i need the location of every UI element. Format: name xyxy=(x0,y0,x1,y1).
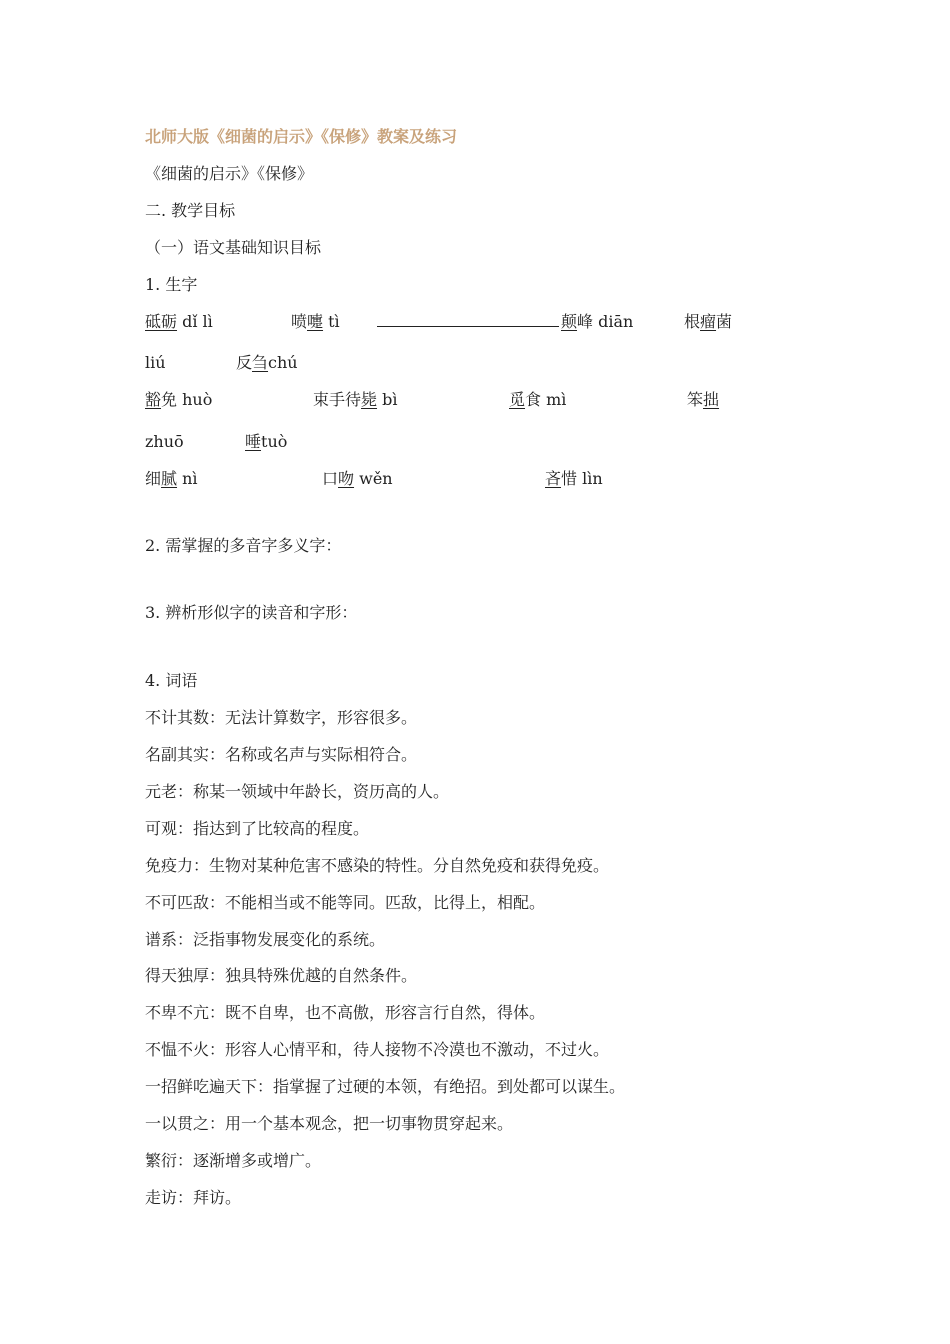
char-entry: 细腻 nì xyxy=(145,469,198,488)
char-entry: 根瘤菌 xyxy=(684,312,733,331)
vocab-entry: 不计其数：无法计算数字，形容很多。 xyxy=(145,708,418,727)
vocab-entry: 谱系：泛指事物发展变化的系统。 xyxy=(145,930,386,949)
vocab-entry: 可观：指达到了比较高的程度。 xyxy=(145,819,370,838)
vocab-entry: 免疫力：生物对某种危害不感染的特性。分自然免疫和获得免疫。 xyxy=(145,856,610,875)
char-entry: 豁免 huò xyxy=(145,390,213,409)
subsection-heading: （一）语文基础知识目标 xyxy=(145,238,322,257)
item-heading-similar-chars: 3. 辨析形似字的读音和字形： xyxy=(145,603,358,622)
vocab-entry: 元老：称某一领域中年龄长，资历高的人。 xyxy=(145,782,450,801)
char-entry: 觅食 mì xyxy=(509,390,567,409)
pinyin-entry: zhuō xyxy=(145,432,184,451)
vocab-entry: 名副其实：名称或名声与实际相符合。 xyxy=(145,745,418,764)
vocab-entry: 不愠不火：形容人心情平和，待人接物不冷漠也不激动，不过火。 xyxy=(145,1040,610,1059)
vocab-entry: 走访：拜访。 xyxy=(145,1188,242,1207)
vocab-entry: 不卑不亢：既不自卑，也不高傲，形容言行自然，得体。 xyxy=(145,1003,546,1022)
vocab-entry: 得天独厚：独具特殊优越的自然条件。 xyxy=(145,966,418,985)
vocab-entry: 一招鲜吃遍天下：指掌握了过硬的本领，有绝招。到处都可以谋生。 xyxy=(145,1077,626,1096)
char-entry: 笨拙 xyxy=(687,390,720,409)
pinyin-entry: liú xyxy=(145,353,166,372)
char-entry: 束手待毙 bì xyxy=(313,390,398,409)
vocab-entry: 不可匹敌：不能相当或不能等同。匹敌，比得上，相配。 xyxy=(145,893,546,912)
vocab-entry: 一以贯之：用一个基本观念，把一切事物贯穿起来。 xyxy=(145,1114,514,1133)
char-entry: 口吻 wěn xyxy=(322,469,393,488)
subtitle: 《细菌的启示》《保修》 xyxy=(145,164,314,183)
item-heading-polyphones: 2. 需掌握的多音字多义字： xyxy=(145,536,342,555)
document-title: 北师大版《细菌的启示》《保修》教案及练习 xyxy=(145,127,458,146)
item-heading-vocabulary: 4. 词语 xyxy=(145,671,198,690)
char-entry: 颠峰 diān xyxy=(377,312,633,332)
item-heading-characters: 1. 生字 xyxy=(145,275,198,294)
vocab-entry: 繁衍：逐渐增多或增广。 xyxy=(145,1151,322,1170)
fill-blank xyxy=(377,312,559,327)
char-entry: 喷嚏 tì xyxy=(291,312,340,331)
char-entry: 吝惜 lìn xyxy=(545,469,603,488)
char-entry: 砥砺 dǐ lì xyxy=(145,312,213,331)
section-heading: 二. 教学目标 xyxy=(145,201,236,220)
char-entry: 反刍chú xyxy=(236,353,298,372)
char-entry: 唾tuò xyxy=(245,432,288,451)
